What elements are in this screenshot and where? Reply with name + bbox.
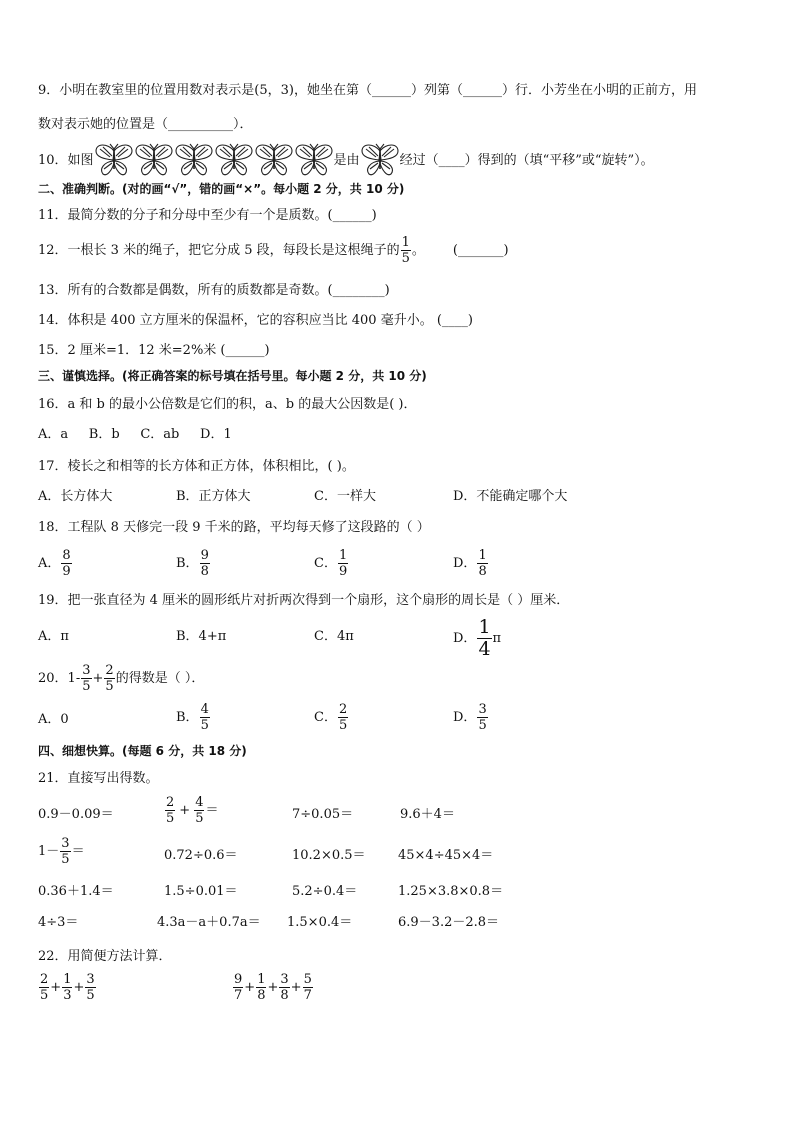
q20-pre: 20．1-: [38, 671, 81, 686]
fraction: [233, 973, 243, 1002]
q14: 14．体积是 400 立方厘米的保温杯，它的容积应当比 400 毫升小。 (____): [38, 313, 473, 328]
section-3-heading: 三、谨慎选择。(将正确答案的标号填在括号里。每小题 2 分，共 10 分): [38, 369, 427, 383]
q16-options: A．a B．b C．ab D．1: [38, 427, 232, 442]
q13: 13．所有的合数都是偶数，所有的质数都是奇数。(________): [38, 283, 390, 298]
q17-option-b: B．正方体大: [176, 489, 251, 504]
q11: 11．最简分数的分子和分母中至少有一个是质数。(______): [38, 208, 377, 223]
q22-expression-2: [232, 973, 314, 1002]
q10-mid: 是由: [333, 152, 360, 168]
calc-item-fraction: [164, 796, 218, 825]
plus-sign: +: [50, 980, 62, 995]
frac-num: 9: [200, 548, 209, 563]
q17-option-d: D．不能确定哪个大: [453, 489, 568, 504]
butterfly-icon: [174, 143, 214, 177]
calc-item: 0.36＋1.4＝: [38, 884, 114, 899]
option-label: D．: [453, 631, 477, 646]
frac-num: 9: [234, 972, 243, 987]
plus-sign: +: [73, 980, 85, 995]
q10-prefix: 10．如图: [38, 152, 94, 168]
frac-den: 5: [200, 718, 209, 733]
q19-option-d: [453, 618, 501, 659]
equals-sign: ＝: [205, 803, 219, 818]
calc-item: 1.5×0.4＝: [287, 915, 353, 930]
frac-den: 5: [195, 811, 204, 826]
frac-num: 1: [63, 972, 72, 987]
q16-stem: 16．a 和 b 的最小公倍数是它们的积，a、b 的最大公因数是( )．: [38, 397, 417, 412]
frac-den: 5: [166, 811, 175, 826]
frac-den: 9: [62, 564, 71, 579]
frac-den: 5: [82, 679, 91, 694]
butterfly-icon: [360, 143, 400, 177]
butterfly-icon: [254, 143, 294, 177]
frac-den: 5: [86, 988, 95, 1003]
butterfly-row: [94, 143, 334, 177]
frac-num: 2: [105, 663, 114, 678]
plus-sign: +: [92, 671, 104, 686]
frac-num: 5: [303, 972, 312, 987]
calc-pre: 1－: [38, 844, 60, 859]
equals-sign: ＝: [71, 844, 85, 859]
q20-stem: [38, 664, 204, 693]
q22-expression-1: [38, 973, 97, 1002]
q19-stem: 19．把一张直径为 4 厘米的圆形纸片对折两次得到一个扇形，这个扇形的周长是（ ）厘米．: [38, 593, 570, 608]
calc-item: 5.2÷0.4＝: [292, 884, 358, 899]
frac-den: 8: [257, 988, 266, 1003]
q20-option-a: A．0: [38, 712, 69, 727]
plus-sign: +: [244, 980, 256, 995]
frac-num: 4: [200, 702, 209, 717]
q15: 15．2 厘米=1．12 米=2%米 (______): [38, 343, 270, 358]
q9-line1: 9．小明在教室里的位置用数对表示是(5，3)，她坐在第（______）列第（______）行．小芳坐在小明的正前方，用: [38, 83, 697, 98]
q22-title: 22．用简便方法计算．: [38, 949, 172, 964]
plus-sign: +: [179, 803, 191, 818]
frac-num: 1: [478, 548, 487, 563]
frac-den: 7: [303, 988, 312, 1003]
frac-den: 4: [478, 638, 491, 660]
fraction: [85, 973, 95, 1002]
calc-item: 9.6＋4＝: [400, 807, 455, 822]
butterfly-icon: [134, 143, 174, 177]
q17-option-a: A．长方体大: [38, 489, 113, 504]
calc-item: 4÷3＝: [38, 915, 79, 930]
frac-den: 8: [200, 564, 209, 579]
q19-option-b: B．4+π: [176, 629, 227, 644]
butterfly-icon: [214, 143, 254, 177]
frac-den: 5: [40, 988, 49, 1003]
frac-den: 8: [478, 564, 487, 579]
frac-num: 3: [280, 972, 289, 987]
q12-blank: (_______): [452, 243, 509, 258]
frac-num: 3: [478, 702, 487, 717]
fraction: [279, 973, 289, 1002]
section-2-heading: 二、准确判断。(对的画“√”，错的画“×”。每小题 2 分，共 10 分): [38, 182, 405, 196]
frac-den: 8: [280, 988, 289, 1003]
calc-item: 10.2×0.5＝: [292, 848, 366, 863]
calc-item-fraction: [38, 837, 85, 866]
frac-num: 2: [338, 702, 348, 717]
q20-option-b: [176, 703, 211, 732]
fraction: [303, 973, 313, 1002]
option-label: D．: [453, 556, 477, 571]
q20-post: 的得数是（ ）．: [115, 671, 205, 686]
frac-den: 3: [63, 988, 72, 1003]
q18-stem: 18．工程队 8 天修完一段 9 千米的路，平均每天修了这段路的（ ）: [38, 520, 430, 535]
butterfly-single: [360, 143, 400, 177]
frac-num: 3: [86, 972, 95, 987]
frac-den: 5: [105, 679, 114, 694]
calc-item: 6.9－3.2－2.8＝: [398, 915, 500, 930]
calc-item: 1.5÷0.01＝: [164, 884, 238, 899]
frac-den: 9: [338, 564, 348, 579]
option-label: C．: [314, 710, 337, 725]
q20-option-d: [453, 703, 489, 732]
frac-num: 2: [40, 972, 49, 987]
pi-symbol: π: [492, 631, 502, 646]
q12: [38, 236, 509, 265]
fraction: [62, 973, 72, 1002]
butterfly-icon: [294, 143, 334, 177]
calc-item: 45×4÷45×4＝: [398, 848, 494, 863]
calc-item: 4.3a－a＋0.7a＝: [157, 915, 261, 930]
q12-fraction: [401, 236, 411, 265]
frac-num: 3: [82, 663, 91, 678]
q12-den: 5: [401, 251, 410, 266]
q18-option-b: [176, 549, 211, 578]
q21-title: 21．直接写出得数。: [38, 771, 159, 786]
q20-option-c: [314, 703, 349, 732]
plus-sign: +: [290, 980, 302, 995]
butterfly-icon: [94, 143, 134, 177]
q18-option-a: [38, 549, 73, 578]
frac-num: 4: [195, 795, 204, 810]
q18-option-c: [314, 549, 349, 578]
q12-text: 12．一根长 3 米的绳子，把它分成 5 段，每段长是这根绳子的: [38, 243, 400, 258]
q17-option-c: C．一样大: [314, 489, 376, 504]
frac-den: 5: [478, 718, 487, 733]
frac-num: 1: [478, 616, 491, 638]
calc-item: 1.25×3.8×0.8＝: [398, 884, 504, 899]
frac-den: 7: [234, 988, 243, 1003]
frac-num: 2: [166, 795, 175, 810]
q19-option-c: C．4π: [314, 629, 354, 644]
fraction: [39, 973, 49, 1002]
frac-num: 1: [257, 972, 266, 987]
q18-option-d: [453, 549, 489, 578]
option-label: B．: [176, 710, 199, 725]
fraction: [256, 973, 266, 1002]
frac-num: 8: [62, 548, 71, 563]
frac-num: 1: [338, 548, 348, 563]
section-4-heading: 四、细想快算。(每题 6 分，共 18 分): [38, 744, 247, 758]
option-label: D．: [453, 710, 477, 725]
frac-den: 5: [338, 718, 348, 733]
option-label: B．: [176, 556, 199, 571]
option-label: C．: [314, 556, 337, 571]
frac-den: 5: [61, 852, 70, 867]
q10-suffix: 经过（____）得到的（填“平移”或“旋转”）。: [399, 152, 654, 168]
calc-item: 0.72÷0.6＝: [164, 848, 238, 863]
q9-line2: 数对表示她的位置是（__________）．: [38, 117, 253, 132]
q12-num: 1: [401, 235, 410, 250]
q17-stem: 17．棱长之和相等的长方体和正方体，体积相比，( )。: [38, 459, 355, 474]
q10: [38, 143, 654, 177]
calc-item: 7÷0.05＝: [292, 807, 354, 822]
option-label: A．: [38, 556, 61, 571]
calc-item: 0.9－0.09＝: [38, 807, 114, 822]
q12-post: 。: [411, 243, 425, 258]
q19-option-a: A．π: [38, 629, 69, 644]
frac-num: 3: [61, 836, 70, 851]
plus-sign: +: [267, 980, 279, 995]
